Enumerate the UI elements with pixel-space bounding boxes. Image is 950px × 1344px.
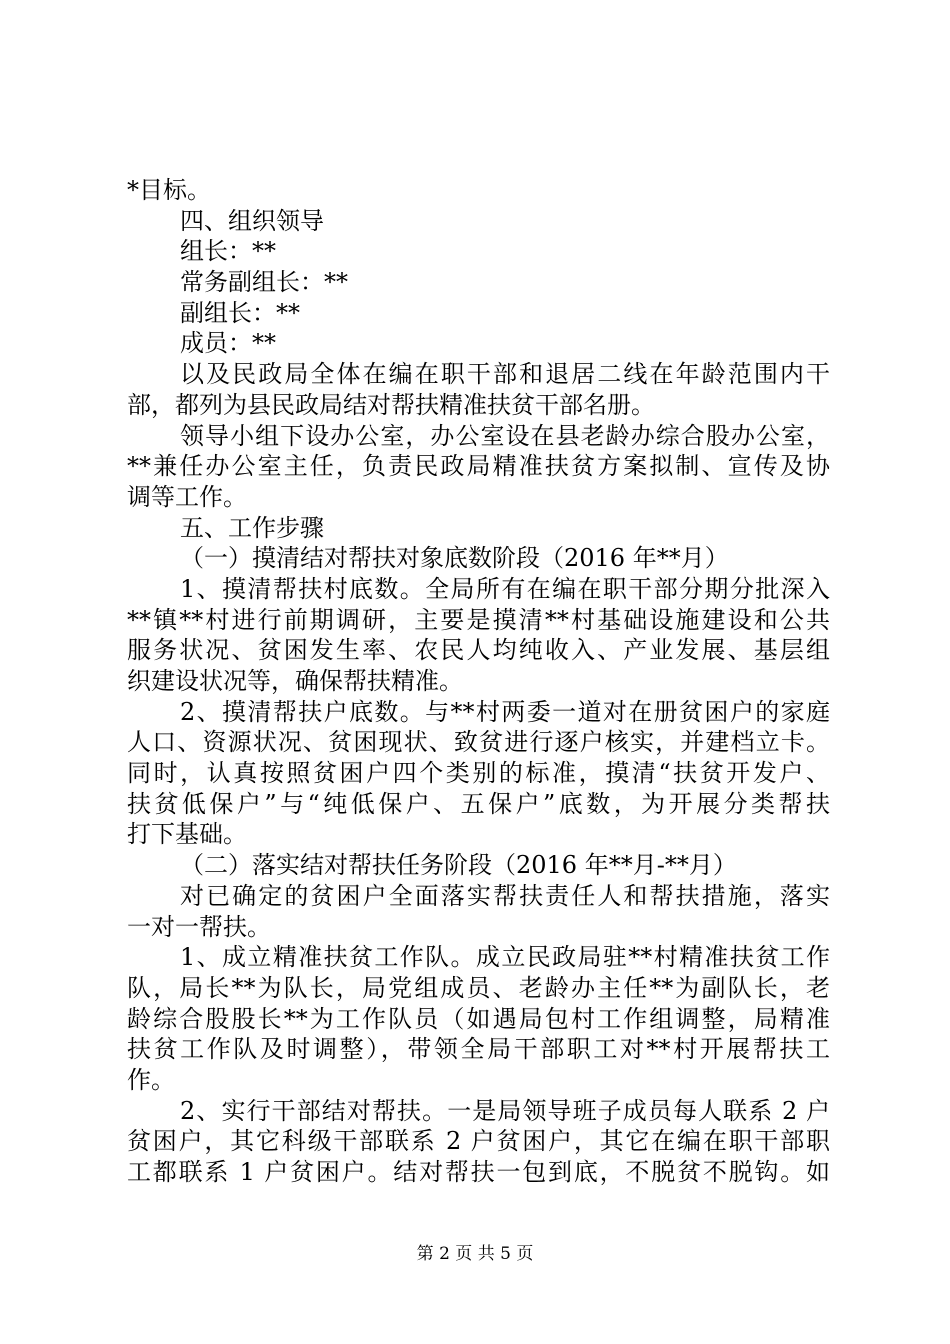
section-heading-organization [127, 206, 830, 237]
text-line: 以及民政局全体在编在职干部和退居二线在年龄范围内干 [180, 360, 830, 389]
paragraph [127, 881, 830, 942]
paragraph-deputy-leader [127, 298, 830, 329]
text-line: 成员：** [180, 329, 276, 358]
text-line: 服务状况、贫困发生率、农民人均纯收入、产业发展、基层组 [127, 636, 830, 665]
text-line: 四、组织领导 [180, 206, 324, 235]
text-line: 扶贫工作队及时调整），带领全局干部职工对**村开展帮扶工 [127, 1035, 830, 1064]
subsection-heading-2 [127, 850, 830, 881]
text-line: 1、成立精准扶贫工作队。成立民政局驻**村精准扶贫工作 [180, 943, 830, 972]
paragraph-continuation [127, 175, 830, 206]
text-line: 扶贫低保户”与“纯低保户、五保户”底数，为开展分类帮扶 [127, 789, 830, 818]
text-line: **镇**村进行前期调研，主要是摸清**村基础设施建设和公共 [127, 605, 830, 634]
text-line: 2、摸清帮扶户底数。与**村两委一道对在册贫困户的家庭 [180, 697, 830, 726]
subsection-heading-1 [127, 543, 830, 574]
text-line: 部，都列为县民政局结对帮扶精准扶贫干部名册。 [127, 390, 655, 419]
text-line: **兼任办公室主任，负责民政局精准扶贫方案拟制、宣传及协 [127, 452, 830, 481]
paragraph [127, 421, 830, 513]
text-line: 同时，认真按照贫困户四个类别的标准，摸清“扶贫开发户、 [127, 759, 830, 788]
text-line: 一对一帮扶。 [127, 912, 271, 941]
paragraph [127, 942, 830, 1095]
text-line: 1、摸清帮扶村底数。全局所有在编在职干部分期分批深入 [180, 574, 830, 603]
text-line: 龄综合股股长**为工作队员（如遇局包村工作组调整，局精准 [127, 1004, 830, 1033]
paragraph [127, 359, 830, 420]
document-body [127, 175, 830, 1188]
text-line: 队，局长**为队长，局党组成员、老龄办主任**为副队长，老 [127, 973, 830, 1002]
text-line: 五、工作步骤 [180, 513, 324, 542]
text-line: 织建设状况等，确保帮扶精准。 [127, 667, 463, 695]
text-line: 工都联系 1 户贫困户。结对帮扶一包到底，不脱贫不脱钩。如 [127, 1158, 830, 1186]
paragraph-leader [127, 236, 830, 267]
text-line: （二）落实结对帮扶任务阶段（2016 年**月-**月） [180, 851, 737, 880]
text-line: 常务副组长：** [180, 268, 348, 297]
section-heading-work-steps [127, 513, 830, 544]
paragraph-executive-deputy-leader [127, 267, 830, 298]
text-line: 对已确定的贫困户全面落实帮扶责任人和帮扶措施，落实 [180, 881, 830, 910]
text-line: 组长：** [180, 237, 276, 266]
paragraph [127, 697, 830, 850]
text-line: 贫困户，其它科级干部联系 2 户贫困户，其它在编在职干部职 [127, 1127, 830, 1156]
paragraph [127, 574, 830, 697]
text-line: 2、实行干部结对帮扶。一是局领导班子成员每人联系 2 户 [180, 1096, 830, 1125]
text-line: 领导小组下设办公室，办公室设在县老龄办综合股办公室， [180, 421, 830, 450]
text-line: 副组长：** [180, 298, 300, 327]
text-line: （一）摸清结对帮扶对象底数阶段（2016 年**月） [180, 544, 729, 573]
text-line: 作。 [127, 1065, 175, 1094]
text-line: 打下基础。 [127, 820, 247, 849]
paragraph [127, 1096, 830, 1188]
text-line: 调等工作。 [127, 482, 247, 511]
text-line: 人口、资源状况、贫困现状、致贫进行逐户核实，并建档立卡。 [127, 728, 830, 757]
text-line: *目标。 [127, 176, 211, 204]
paragraph-members [127, 328, 830, 359]
page-footer: 第 2 页 共 5 页 [416, 1244, 534, 1264]
